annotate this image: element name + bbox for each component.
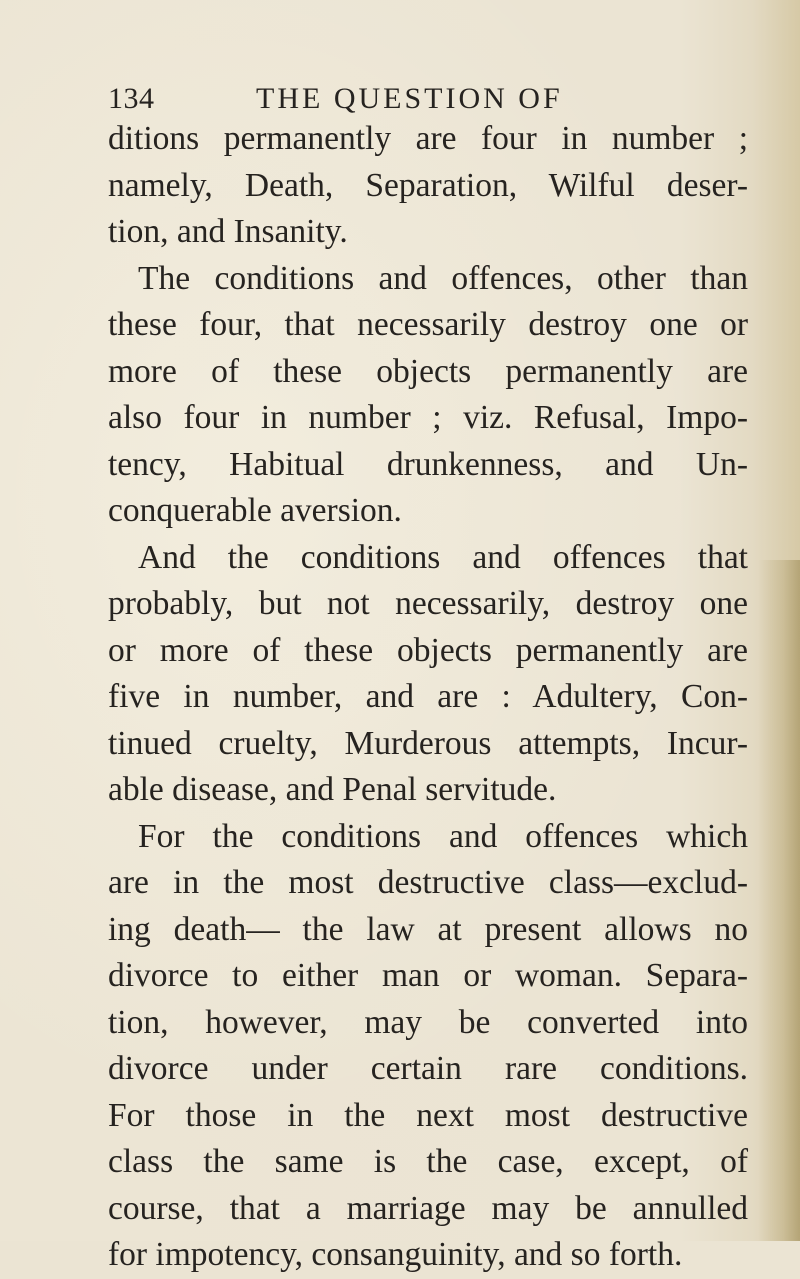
text-line: these four, that necessarily destroy one or — [108, 306, 748, 343]
text-line: tion, and Insanity. — [108, 213, 348, 250]
text-line: five in number, and are : Adultery, Con- — [108, 678, 748, 715]
text-line: or more of these objects permanently are — [108, 631, 748, 669]
running-head: THE QUESTION OF — [256, 82, 563, 115]
text-line: able disease, and Penal servitude. — [108, 771, 557, 808]
text-line: namely, Death, Separation, Wilful deser- — [108, 166, 748, 204]
text-line: tion, however, may be converted into — [108, 1003, 748, 1041]
text-line: And the conditions and offences that — [138, 538, 748, 576]
text-line: tency, Habitual drunkenness, and Un- — [108, 445, 748, 483]
text-line: course, that a marriage may be annulled — [108, 1189, 748, 1227]
text-line: The conditions and offences, other than — [138, 259, 748, 297]
page-number: 134 — [108, 82, 155, 115]
text-line: are in the most destructive class—exclud- — [108, 864, 748, 901]
text-line: ing death— the law at present allows no — [108, 910, 748, 948]
text-line: For the conditions and offences which — [138, 817, 748, 855]
text-line: divorce to either man or woman. Separa- — [108, 957, 748, 994]
text-line: conquerable aversion. — [108, 492, 402, 529]
text-line: ditions permanently are four in number ; — [108, 120, 748, 157]
text-line: for impotency, consanguinity, and so forth. — [108, 1236, 683, 1273]
page-edge-stain — [758, 560, 800, 1241]
text-line: also four in number ; viz. Refusal, Impo- — [108, 399, 748, 436]
text-line: class the same is the case, except, of — [108, 1143, 748, 1180]
text-line: For those in the next most destructive — [108, 1096, 748, 1134]
text-line: more of these objects permanently are — [108, 352, 748, 390]
text-line: probably, but not necessarily, destroy one — [108, 585, 748, 622]
text-line: tinued cruelty, Murderous attempts, Incur- — [108, 724, 748, 762]
text-line: divorce under certain rare conditions. — [108, 1050, 748, 1087]
body-text — [108, 116, 748, 1279]
